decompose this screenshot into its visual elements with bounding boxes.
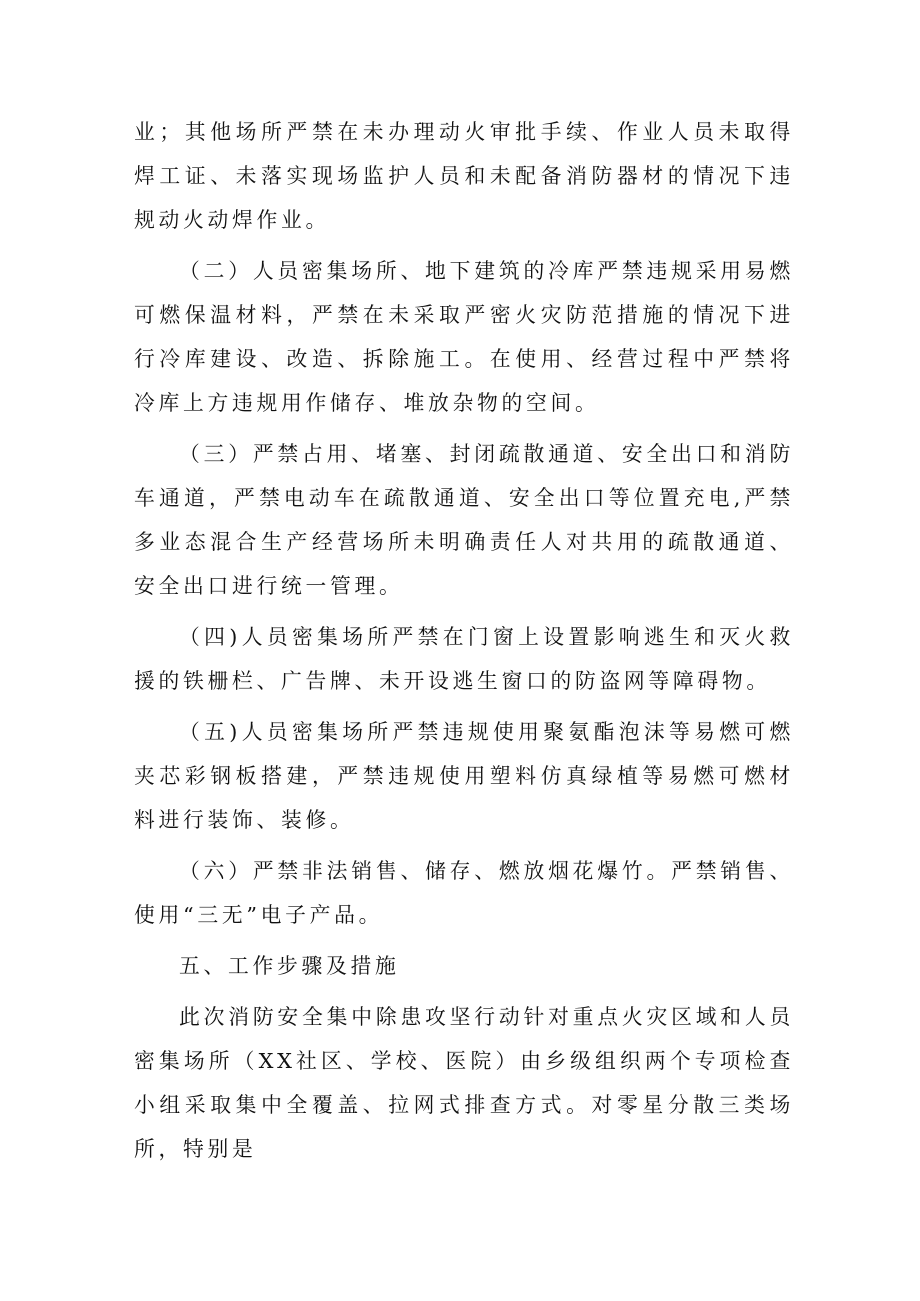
document-page (134, 110, 794, 1178)
paragraph-fire-permit-continuation: 业；其他场所严禁在未办理动火审批手续、作业人员未取得焊工证、未落实现场监护人员和未配备消防器材的情况下违规动火动焊作业。 (134, 120, 794, 232)
section-heading-work-steps: 五、工作步骤及措施 (179, 954, 400, 978)
paragraph-item-5-flammable-materials: （五)人员密集场所严禁违规使用聚氨酯泡沫等易燃可燃夹芯彩钢板搭建，严禁违规使用塑料仿真绿植等易燃可燃材料进行装饰、装修。 (134, 720, 794, 832)
paragraph-item-2-cold-storage: （二）人员密集场所、地下建筑的冷库严禁违规采用易燃可燃保温材料，严禁在未采取严密火灾防范措施的情况下进行冷库建设、改造、拆除施工。在使用、经营过程中严禁将冷库上方违规用作储存、堆放杂物的空间。 (134, 259, 794, 415)
paragraph-item-4-window-obstacles: （四)人员密集场所严禁在门窗上设置影响逃生和灭火救援的铁栅栏、广告牌、未开设逃生窗口的防盗网等障碍物。 (134, 625, 794, 693)
paragraph-item-6-fireworks: （六）严禁非法销售、储存、燃放烟花爆竹。严禁销售、使用“三无”电子产品。 (134, 859, 794, 927)
paragraph-item-3-evacuation-routes: （三）严禁占用、堵塞、封闭疏散通道、安全出口和消防车通道，严禁电动车在疏散通道、安全出口等位置充电,严禁多业态混合生产经营场所未明确责任人对共用的疏散通道、安全出口进行统一管理。 (134, 442, 794, 598)
paragraph-inspection-action: 此次消防安全集中除患攻坚行动针对重点火灾区域和人员密集场所（XX社区、学校、医院）由乡级组织两个专项检查小组采取集中全覆盖、拉网式排查方式。对零星分散三类场所，特别是 (134, 1005, 794, 1161)
